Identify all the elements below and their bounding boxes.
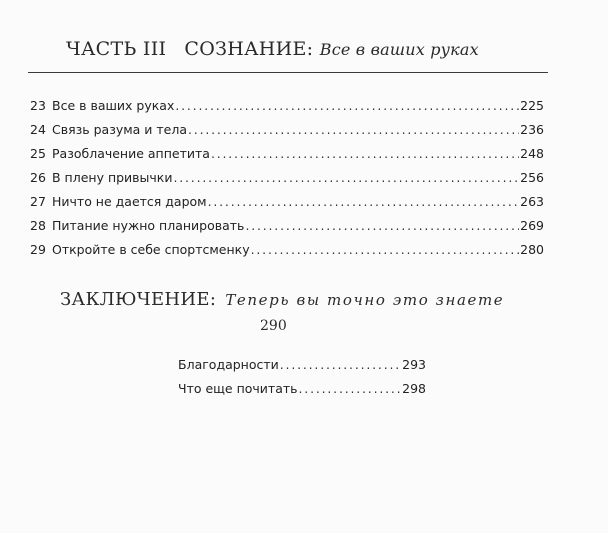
dot-leader (245, 218, 519, 233)
back-matter-title: Что еще почитать (178, 381, 298, 396)
part-title: СОЗНАНИЕ: (184, 38, 314, 60)
dot-leader (173, 170, 519, 185)
dot-leader (188, 122, 519, 137)
part-label: ЧАСТЬ III (66, 38, 167, 60)
chapter-title: Ничто не дается даром (52, 194, 207, 209)
chapter-page: 280 (520, 242, 544, 257)
dot-leader (208, 194, 520, 209)
dot-leader (299, 381, 402, 396)
chapter-title: Питание нужно планировать (52, 218, 245, 233)
dot-leader (211, 146, 519, 161)
chapter-entry (30, 170, 544, 194)
chapter-title: Откройте в себе спортсменку (52, 242, 250, 257)
chapter-title: Связь разума и тела (52, 122, 188, 137)
dot-leader (280, 357, 401, 372)
back-matter-page: 293 (402, 357, 426, 372)
heading-divider (28, 72, 548, 73)
chapter-entry (30, 194, 544, 218)
back-matter-title: Благодарности (178, 357, 279, 372)
chapter-entry (30, 122, 544, 146)
back-matter-list (178, 357, 426, 405)
chapter-number: 28 (30, 218, 46, 233)
conclusion-heading (60, 289, 504, 310)
part-subtitle: Все в ваших руках (319, 40, 479, 59)
chapter-page: 263 (520, 194, 544, 209)
chapter-title: В плену привычки (52, 170, 173, 185)
chapter-entry (30, 242, 544, 266)
chapter-number: 29 (30, 242, 46, 257)
chapter-page: 248 (520, 146, 544, 161)
chapter-page: 236 (520, 122, 544, 137)
conclusion-page-number: 290 (260, 318, 287, 334)
part-heading (66, 38, 479, 60)
chapter-entry (30, 146, 544, 170)
chapter-number: 26 (30, 170, 46, 185)
chapter-number: 23 (30, 98, 46, 113)
chapter-entry (30, 98, 544, 122)
back-matter-entry (178, 381, 426, 405)
chapter-number: 27 (30, 194, 46, 209)
chapter-list (30, 98, 544, 266)
chapter-number: 25 (30, 146, 46, 161)
dot-leader (175, 98, 519, 113)
chapter-page: 256 (520, 170, 544, 185)
back-matter-entry (178, 357, 426, 381)
chapter-entry (30, 218, 544, 242)
chapter-page: 225 (520, 98, 544, 113)
chapter-number: 24 (30, 122, 46, 137)
conclusion-label: ЗАКЛЮЧЕНИЕ: (60, 289, 217, 310)
chapter-page: 269 (520, 218, 544, 233)
dot-leader (251, 242, 520, 257)
chapter-title: Разоблачение аппетита (52, 146, 210, 161)
conclusion-subtitle: Теперь вы точно это знаете (225, 291, 505, 309)
chapter-title: Все в ваших руках (52, 98, 175, 113)
back-matter-page: 298 (402, 381, 426, 396)
